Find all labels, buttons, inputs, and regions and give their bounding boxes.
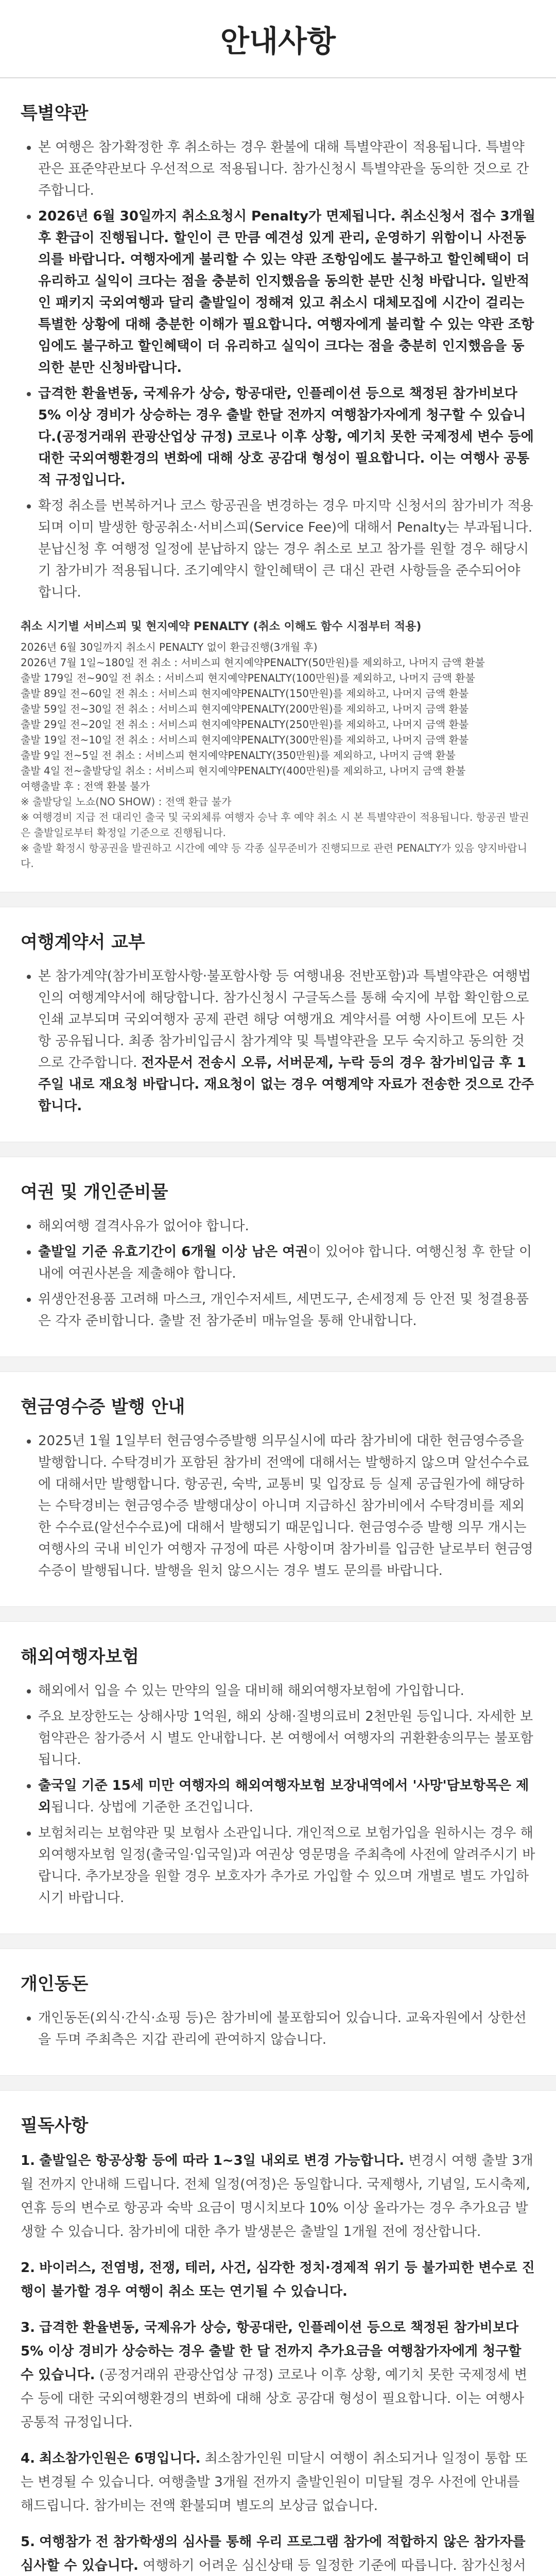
penalty-sub: 2026년 6월 30일까지 취소시 PENALTY 없이 환급진행(3개월 후) (21, 641, 318, 653)
penalty-rule: 출발 19일 전~10일 전 취소 : 서비스피 현지예약PENALTY(300만원)를 제외하고, 나머지 금액 환불 (21, 734, 469, 746)
section-divider (0, 1142, 556, 1157)
section-divider (0, 1357, 556, 1372)
list-item: 3. 급격한 환율변동, 국제유가 상승, 항공대란, 인플레이션 등으로 책정된 참가비보다 5% 이상 경비가 상승하는 경우 출발 한 달 전까지 추가요금을 여행참가자에게 청구할 수 있습니다. (공정거래위 관광산업상 규정) 코로나 이후 상황, 예기치 못한 국제정세 변수 등에 대한 국외여행환경의 변화에 대해 상호 공감대 형성이 필요합니다. 이는 여행사 공통적 규정입니다. (21, 2320, 528, 2430)
section-divider (0, 2075, 556, 2091)
contract-section (0, 928, 556, 1142)
list-item: • 본 여행은 참가확정한 후 취소하는 경우 환불에 대해 특별약관이 적용됩니다. 특별약관은 표준약관보다 우선적으로 적용됩니다. 참가신청시 특별약관을 동의한 것으로 간주합니다. (38, 137, 535, 201)
penalty-rule: 출발 29일 전~20일 전 취소 : 서비스피 현지예약PENALTY(250만원)를 제외하고, 나머지 금액 환불 (21, 718, 469, 731)
list-item: • 위생안전용품 고려해 마스크, 개인수저세트, 세면도구, 손세정제 등 안전 및 청결용품은 각자 준비합니다. 출발 전 참가준비 매뉴얼을 통해 안내합니다. (38, 1289, 535, 1332)
list-item: • 확정 취소를 번복하거나 코스 항공권을 변경하는 경우 마지막 신청서의 참가비가 적용되며 이미 발생한 항공취소·서비스피(Service Fee)에 대해서 Penalty는 부과됩니다. 분납신청 후 여행정 일정에 분납하지 않는 경우 취소로 보고 참가를 원할 경우 해당시기 참가비가 적용됩니다. 조기예약시 할인혜택이 큰 대신 관련 사항들을 준수되어야 합니다. (38, 495, 535, 603)
penalty-rule: 출발 59일 전~30일 전 취소 : 서비스피 현지예약PENALTY(200만원)를 제외하고, 나머지 금액 환불 (21, 703, 469, 715)
special-terms-section (0, 99, 556, 892)
list-item: 2. 바이러스, 전염병, 전쟁, 테러, 사건, 심각한 정치·경제적 위기 등 불가피한 변수로 진행이 불가할 경우 여행이 취소 또는 연기될 수 있습니다. (21, 2260, 535, 2299)
must-read-list (21, 2149, 535, 2576)
section-divider (0, 1934, 556, 1949)
section-divider (0, 892, 556, 907)
list-item: • 출국일 기준 15세 미만 여행자의 해외여행자보험 보장내역에서 '사망'담보항목은 제외됩니다. 상법에 기준한 조건입니다. (38, 1775, 535, 1818)
penalty-rule: 2026년 7월 1일~180일 전 취소 : 서비스피 현지예약PENALTY(50만원)를 제외하고, 나머지 금액 환불 (21, 656, 485, 669)
list-item: • 급격한 환율변동, 국제유가 상승, 항공대란, 인플레이션 등으로 책정된 참가비보다 5% 이상 경비가 상승하는 경우 출발 한달 전까지 여행참가자에게 청구할 수 있습니다.(공정거래위 관광산업상 규정) 코로나 이후 상황, 예기치 못한 국제정세 변수 등에 대한 국외여행환경의 변화에 대해 상호 공감대 형성이 필요합니다. 이는 여행사 공통적 규정입니다. (38, 383, 535, 491)
section-title-contract: 여행계약서 교부 (21, 932, 145, 953)
list-item: 5. 여행참가 전 참가학생의 심사를 통해 우리 프로그램 참가에 적합하지 않은 참가자를 심사할 수 있습니다. 여행하기 어려운 심신상태 등 일정한 기준에 따릅니다. 참가신청서 (21, 2534, 526, 2573)
must-read-section (0, 2111, 556, 2576)
list-item: • 보험처리는 보험약관 및 보험사 소관입니다. 개인적으로 보험가입을 원하시는 경우 해외여행자보험 일정(출국일·입국일)과 여권상 영문명을 주최측에 사전에 알려주시기 바랍니다. 추가보장을 원할 경우 보호자가 추가로 가입할 수 있으며 개별로 별도 가입하시기 바랍니다. (38, 1822, 535, 1909)
section-title-money: 개인동돈 (21, 1974, 89, 1994)
insurance-list (21, 1680, 535, 1909)
penalty-table-title: 취소 시기별 서비스피 및 현지예약 PENALTY (취소 이해도 함수 시점부터 적용) (21, 620, 422, 633)
section-title-passport: 여권 및 개인준비물 (21, 1182, 168, 1202)
personal-money-section (0, 1970, 556, 2075)
passport-list (21, 1215, 535, 1332)
list-item: • 해외에서 입을 수 있는 만약의 일을 대비해 해외여행자보험에 가입합니다. (38, 1680, 535, 1702)
penalty-rule: 출발 4일 전~출발당일 취소 : 서비스피 현지예약PENALTY(400만원)를 제외하고, 나머지 금액 환불 (21, 765, 466, 777)
list-item: • 개인동돈(외식·간식·쇼핑 등)은 참가비에 불포함되어 있습니다. 교육자원에서 상한선을 두며 주최측은 지갑 관리에 관여하지 않습니다. (38, 2007, 535, 2050)
cash-list (21, 1430, 535, 1582)
penalty-note: ※ 여행경비 지급 전 대리인 출국 및 국외체류 여행자 승낙 후 예약 취소 시 본 특별약관이 적용됩니다. 항공권 발권은 출발일로부터 확정일 기준으로 진행됩니다. (21, 811, 529, 839)
section-title-must-read: 필독사항 (21, 2115, 89, 2136)
passport-section (0, 1178, 556, 1357)
penalty-note: ※ 출발 확정시 항공권을 발권하고 시간에 예약 등 각종 실무준비가 진행되므로 관련 PENALTY가 있음 양지바랍니다. (21, 842, 528, 870)
section-title-cash: 현금영수증 발행 안내 (21, 1397, 185, 1417)
money-list (21, 2007, 535, 2050)
list-item: • 2026년 6월 30일까지 취소요청시 Penalty가 면제됩니다. 취소신청서 접수 3개월 후 환급이 진행됩니다. 할인이 큰 만큼 예견성 있게 관리, 운영하기 위함이니 사전동의를 바랍니다. 여행자에게 불리할 수 있는 약관 조항임에도 불구하고 할인혜택이 더 유리하고 실익이 크다는 점을 충분히 인지했음을 동의한 분만 신청 바랍니다. 일반적인 패키지 국외여행과 달리 출발일이 정해져 있고 취소시 대체모집에 시간이 걸리는 특별한 상황에 대해 충분한 이해가 필요합니다. 여행자에게 불리할 수 있는 약관 조항임에도 불구하고 할인혜택이 더 유리하고 실익이 크다는 점을 충분히 인지했음을 동의한 분만 신청바랍니다. (38, 206, 535, 379)
penalty-note: ※ 출발당일 노쇼(NO SHOW) : 전액 환급 불가 (21, 795, 232, 808)
special-terms-list (21, 137, 535, 603)
page-title: 안내사항 (220, 24, 336, 59)
list-item: • 2025년 1월 1일부터 현금영수증발행 의무실시에 따라 참가비에 대한 현금영수증을 발행합니다. 수탁경비가 포함된 참가비 전액에 대해서는 발행하지 않으며 알선수수료에 대해서만 발행합니다. 항공권, 숙박, 교통비 및 입장료 등 실제 공급원가에 해당하는 수탁경비는 현금영수증 발행대상이 아니며 지급하신 참가비에서 수탁경비를 제외한 수수료(알선수수료)에 대해서 발행되기 때문입니다. 현금영수증 발행 의무 개시는 여행사의 국내 비인가 여행자 규정에 따른 사항이며 참가비를 입금한 날로부터 현금영수증이 발행됩니다. 발행을 원치 않으시는 경우 별도 문의를 바랍니다. (38, 1430, 535, 1582)
page-header (0, 0, 556, 78)
penalty-rule: 출발 89일 전~60일 전 취소 : 서비스피 현지예약PENALTY(150만원)를 제외하고, 나머지 금액 환불 (21, 687, 469, 700)
section-title-insurance: 해외여행자보험 (21, 1647, 139, 1667)
penalty-rule: 출발 9일 전~5일 전 취소 : 서비스피 현지예약PENALTY(350만원)를 제외하고, 나머지 금액 환불 (21, 749, 456, 761)
contract-list (21, 965, 535, 1117)
list-item: • 주요 보장한도는 상해사망 1억원, 해외 상해·질병의료비 2천만원 등입니다. 자세한 보험약관은 참가증서 시 별도 안내합니다. 본 여행에서 여행자의 귀환환송의무는 불포함됩니다. (38, 1706, 535, 1771)
list-item: • 출발일 기준 유효기간이 6개월 이상 남은 여권이 있어야 합니다. 여행신청 후 한달 이내에 여권사본을 제출해야 합니다. (38, 1241, 535, 1284)
cash-receipt-section (0, 1393, 556, 1606)
penalty-rule: 여행출발 후 : 전액 환불 불가 (21, 780, 150, 792)
list-item: • 본 참가계약(참가비포함사항·불포함사항 등 여행내용 전반포함)과 특별약관은 여행법인의 여행계약서에 해당합니다. 참가신청시 구글독스를 통해 숙지에 부합 확인함으로 인쇄 교부되며 국외여행자 공제 관련 해당 여행개요 계약서를 여행 사이트에 모든 사항 공유됩니다. 최종 참가비입금시 참가계약 및 특별약관을 모두 숙지하고 동의한 것으로 간주합니다. 전자문서 전송시 오류, 서버문제, 누락 등의 경우 참가비입금 후 1주일 내로 재요청 바랍니다. 재요청이 없는 경우 여행계약 자료가 전송한 것으로 간주합니다. (38, 965, 535, 1117)
list-item: 1. 출발일은 항공상황 등에 따라 1~3일 내외로 변경 가능합니다. 변경시 여행 출발 3개월 전까지 안내해 드립니다. 전체 일정(여정)은 동일합니다. 국제행사, 기념일, 도시축제, 연휴 등의 변수로 항공과 숙박 요금이 명시치보다 10% 이상 올라가는 경우 추가요금 발생할 수 있습니다. 참가비에 대한 추가 발생분은 출발일 1개월 전에 정산합니다. (21, 2153, 533, 2240)
section-divider (0, 1606, 556, 1622)
section-title-special: 특별약관 (21, 103, 89, 124)
list-item: 4. 최소참가인원은 6명입니다. 최소참가인원 미달시 여행이 취소되거나 일정이 통합 또는 변경될 수 있습니다. 여행출발 3개월 전까지 출발인원이 미달될 경우 사전에 안내를 해드립니다. 참가비는 전액 환불되며 별도의 보상금 없습니다. (21, 2451, 528, 2514)
list-item: • 해외여행 결격사유가 없어야 합니다. (38, 1215, 535, 1237)
penalty-rule: 출발 179일 전~90일 전 취소 : 서비스피 현지예약PENALTY(100만원)를 제외하고, 나머지 금액 환불 (21, 672, 475, 684)
insurance-section (0, 1642, 556, 1934)
